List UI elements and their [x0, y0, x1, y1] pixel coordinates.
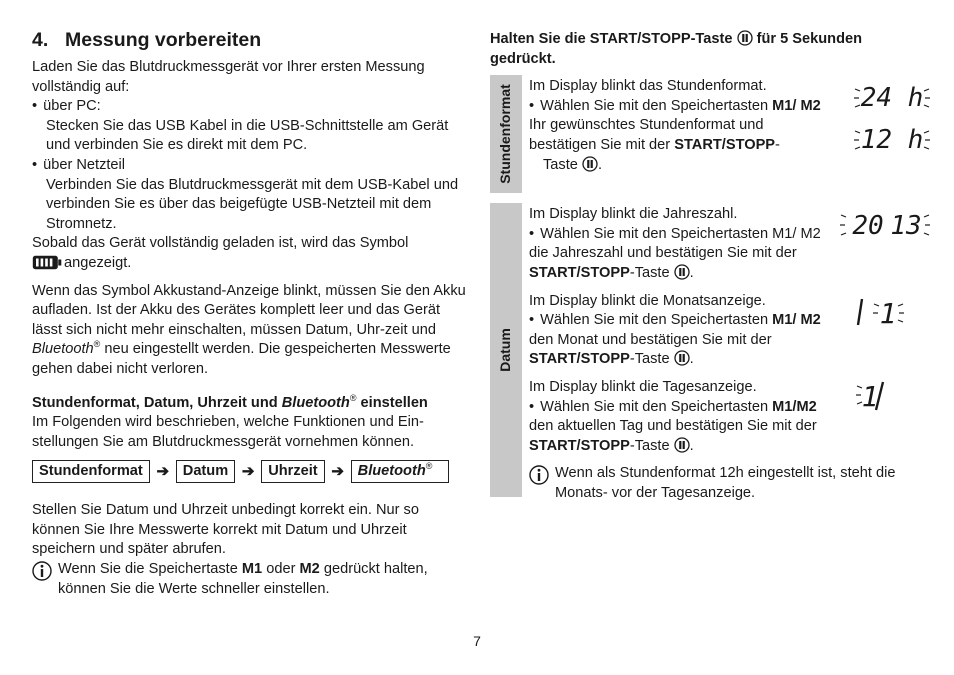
year-bullet-text: Wählen Sie mit den Speichertasten M1/ M2 die Jahreszahl und bestätigen Sie mit der [529, 225, 821, 262]
start-stopp-icon [737, 30, 753, 46]
akku-text-part1: Wenn das Symbol Akkustand-Anzeige blinkt, müssen Sie den Akku aufladen. Ist der Akku des Gerätes komplett leer und das Gerät lässt sich nicht mehr einschalten, müssen Datum, Uhr-zeit und [32, 282, 466, 338]
flow-arrow-icon: ➔ [241, 462, 255, 480]
subhead-pre: Stundenformat, Datum, Uhrzeit und [32, 394, 278, 411]
lcd-day-display [856, 376, 890, 414]
tab-datum [490, 203, 522, 497]
lcd-year-a: 20 [852, 211, 884, 242]
note-post: gedrückt halten, können Sie die Werte schneller einstellen. [58, 561, 428, 597]
charged-text [32, 234, 467, 273]
start-instruction-pre: Halten Sie die START/STOPP-Taste [490, 31, 733, 47]
lcd-day-text: 1 [861, 379, 879, 413]
pc-instructions: Stecken Sie das USB Kabel in die USB-Schnittstelle am Gerät und verbinden Sie es direkt mit dem PC. [46, 117, 449, 154]
heading-number: 4. [32, 29, 49, 51]
akku-text [32, 282, 467, 380]
lcd-12h-text: 12 h [860, 125, 924, 156]
lcd-year-b: 13 [890, 211, 922, 242]
day-startstopp: START/STOPP [529, 437, 630, 454]
year-item [529, 205, 930, 283]
bullet-netzteil-label: über Netzteil [43, 156, 126, 173]
subhead-post: einstellen [360, 394, 428, 411]
lcd-month-text: 1 [879, 296, 897, 330]
battery-full-icon [32, 255, 62, 270]
start-stopp-icon [582, 156, 598, 172]
start-stopp-icon [674, 264, 690, 280]
hour-startstopp: START/STOPP [674, 136, 776, 153]
note-m1: M1 [241, 561, 263, 578]
intro-text: Laden Sie das Blutdruckmessgerät vor Ihrer ersten Messung vollständig auf: [32, 59, 425, 95]
start-instruction-post: für 5 Sekunden gedrückt. [490, 31, 863, 67]
day-taste: -Taste [629, 437, 670, 454]
year-bullet: • Wählen Sie mit den Speichertasten M1/ M2 die Jahreszahl und bestätigen Sie mit der START/STOPP-Taste . [529, 225, 827, 284]
functions-text: Im Folgenden wird beschrieben, welche Funktionen und Ein-stellungen Sie am Blutdruckmessgerät vornehmen können. [32, 414, 424, 450]
lcd-24h-display [854, 81, 930, 113]
month-item [529, 292, 930, 370]
hour-bullet-post: Ihr gewünschtes Stundenformat und bestätigen Sie mit der [529, 117, 764, 153]
left-column [32, 28, 467, 599]
month-bullet-pre: Wählen Sie mit den Speichertasten [540, 312, 769, 329]
bullet-pc [32, 97, 467, 117]
month-bullet: • Wählen Sie mit den Speichertasten M1/ M2 den Monat und bestätigen Sie mit der START/STOPP-Taste . [529, 311, 827, 370]
day-bullet-pre: Wählen Sie mit den Speichertasten [540, 398, 769, 415]
settings-flow [32, 460, 467, 483]
year-taste: -Taste [629, 264, 670, 281]
month-blink-text: Im Display blinkt die Monatsanzeige. [529, 292, 766, 309]
section-stundenformat [490, 75, 930, 193]
section-heading [32, 28, 467, 52]
lcd-12h-display [854, 123, 930, 155]
lcd-year-display [840, 207, 930, 241]
flow-bluetooth-label: Bluetooth [357, 463, 426, 480]
day-bullet-post: den aktuellen Tag und bestätigen Sie mit der [529, 418, 817, 435]
subhead-registered-mark: ® [349, 392, 357, 403]
day-item [529, 378, 930, 456]
day-bullet: • Wählen Sie mit den Speichertasten M1/M2 den aktuellen Tag und bestätigen Sie mit der START/STOPP-Taste . [529, 398, 827, 457]
month-taste: -Taste [629, 351, 670, 368]
akku-text-part2: neu eingestellt werden. Die gespeicherten Messwerte gehen dabei nicht verloren. [32, 341, 451, 377]
start-stopp-icon [674, 437, 690, 453]
flow-step-stundenformat: Stundenformat [32, 460, 150, 483]
page-number: 7 [473, 633, 481, 649]
right-column [490, 30, 930, 501]
heading-title: Messung vorbereiten [65, 29, 262, 51]
order-text: Stellen Sie Datum und Uhrzeit unbedingt korrekt ein. Nur so können Sie Ihre Messwerte korrekt mit Datum und Uhrzeit speichern und später abrufen. [32, 502, 419, 558]
info-icon [529, 465, 549, 485]
hour-bullet: • Wählen Sie mit den Speichertasten M1/ M2 Ihr gewünschtes Stundenformat und bestätigen Sie mit der START/STOPP- Taste . [529, 97, 827, 175]
month-bullet-post: den Monat und bestätigen Sie mit der [529, 331, 772, 348]
bluetooth-term: Bluetooth [32, 341, 94, 358]
flow-arrow-icon: ➔ [156, 462, 170, 480]
month-keys: M1/ M2 [772, 312, 821, 329]
note-m2: M2 [299, 561, 320, 578]
tab-datum-label: Datum [497, 328, 514, 372]
bullet-pc-label: über PC: [43, 98, 101, 115]
lcd-24h-text: 24 h [860, 83, 924, 114]
memory-key-note [32, 560, 467, 599]
hour-taste: Taste [543, 156, 578, 173]
tab-stundenformat [490, 75, 522, 193]
year-startstopp: START/STOPP [529, 264, 630, 281]
flow-step-uhrzeit: Uhrzeit [261, 460, 324, 483]
hour-blink-text: Im Display blinkt das Stundenformat. [529, 78, 767, 95]
date-order-note-text: Wenn als Stundenformat 12h eingestellt ist, steht die Monats- vor der Tagesanzeige. [555, 465, 896, 501]
year-blink-text: Im Display blinkt die Jahreszahl. [529, 206, 738, 223]
flow-registered-mark: ® [425, 461, 433, 472]
memory-key-note-text [58, 560, 467, 599]
info-icon [32, 561, 52, 581]
settings-subheading [32, 394, 467, 414]
charged-text-main: Sobald das Gerät vollständig geladen ist, wird das Symbol [32, 235, 409, 252]
date-order-note [529, 464, 930, 503]
tab-stundenformat-label: Stundenformat [497, 84, 514, 184]
start-stopp-icon [674, 350, 690, 366]
start-instruction [490, 30, 930, 69]
flow-step-datum: Datum [176, 460, 235, 483]
lcd-month-display [852, 294, 908, 330]
charged-text-suffix: angezeigt. [64, 254, 132, 271]
note-oder: oder [266, 561, 296, 578]
note-pre: Wenn Sie die Speichertaste [58, 561, 238, 578]
bullet-netzteil [32, 156, 467, 176]
section-datum [490, 203, 930, 501]
subhead-bluetooth: Bluetooth [281, 394, 350, 411]
netzteil-instructions: Verbinden Sie das Blutdruckmessgerät mit dem USB-Kabel und verbinden Sie es über das beigefügte USB-Netzteil mit dem Stromnetz. [46, 176, 459, 232]
month-startstopp: START/STOPP [529, 351, 630, 368]
day-keys: M1/M2 [772, 398, 817, 415]
day-blink-text: Im Display blinkt die Tagesanzeige. [529, 378, 757, 395]
flow-arrow-icon: ➔ [331, 462, 344, 480]
hour-keys: M1/ M2 [772, 97, 821, 114]
flow-step-bluetooth [351, 460, 450, 483]
hour-bullet-pre: Wählen Sie mit den Speichertasten [540, 97, 769, 114]
registered-mark: ® [93, 339, 101, 350]
hour-format-item [529, 77, 930, 175]
